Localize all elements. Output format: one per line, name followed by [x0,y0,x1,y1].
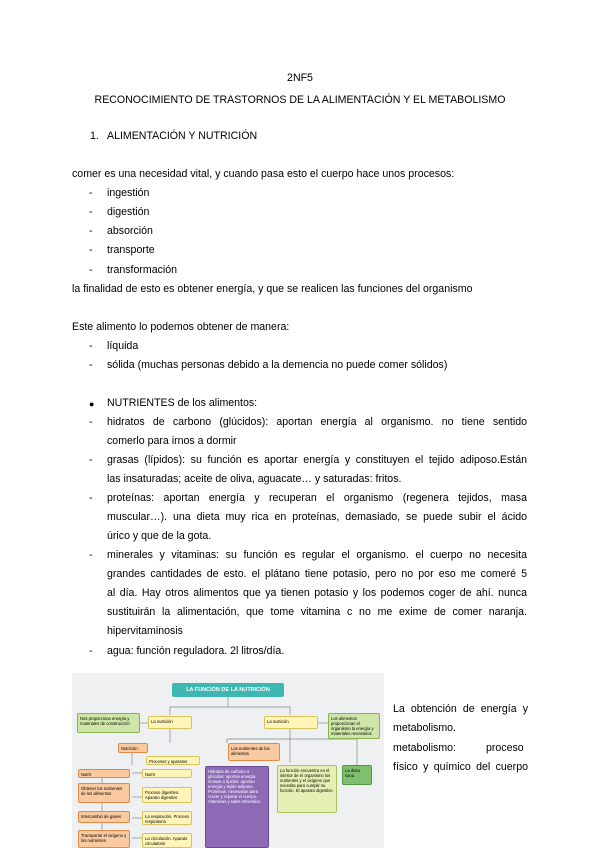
nutrient-line: agua: función reguladora. 2l litros/día. [107,645,285,657]
section-title: ALIMENTACIÓN Y NUTRICIÓN [107,130,258,142]
nutrient-line: comerlo para irnos a dormir [107,435,237,447]
mindmap-box: La nutrición [148,716,192,729]
side-text-line: físico y químico del cuerpo [393,761,528,773]
finality-paragraph: la finalidad de esto es obtener energía, y que se realicen las funciones del organismo [72,283,473,295]
mindmap-box: La dieta sana [342,765,372,785]
mindmap-box: Proceso digestivo. Aparato digestivo [142,787,192,803]
nutrient-line: las insaturadas; aceite de oliva, aguacate… y saturadas: fritos. [107,473,402,485]
mindmap-box: La respiración. Proceso respiratorio [142,811,192,825]
mindmap-box: Procesos y aparatos [146,756,200,765]
nutrient-line: minerales y vitaminas: su función es regular el organismo. el cuerpo no necesita [107,549,527,561]
list-item: ingestión [107,187,150,199]
list-item: sólida (muchas personas debido a la demencia no puede comer sólidos) [107,359,448,371]
obtain-paragraph: Este alimento lo podemos obtener de manera: [72,321,290,333]
list-dash: - [89,264,93,276]
mindmap-box: La circulación. Aparato circulatorio [142,833,192,848]
document-code: 2NF5 [287,72,313,84]
section-number: 1. [90,130,99,142]
list-dash: - [89,225,93,237]
mindmap-box: Los nutrientes de los alimentos [228,743,280,761]
list-item: transformación [107,264,178,276]
list-dash: - [89,340,93,352]
side-text-line: metabolismo: [393,742,456,754]
list-dash: - [89,645,93,657]
mindmap-box: Obtener los nutrientes de los alimentos [78,783,130,803]
mindmap-box: La función encuentra en el interior de el organismo los nutrientes y el oxígeno que necesita para cumplir su función. El aparato digestivo [277,765,337,813]
nutrient-line: hipervitaminosis [107,625,183,637]
mindmap-box: Nutrir [78,769,130,778]
nutrient-line: sustituirán la alimentación, que tome vitamina c no me exime de comer naranja. [107,606,527,618]
list-item: digestión [107,206,150,218]
intro-paragraph: comer es una necesidad vital, y cuando pasa esto el cuerpo hace unos procesos: [72,168,455,180]
mindmap-title: LA FUNCIÓN DE LA NUTRICIÓN [172,683,284,697]
document-title: RECONOCIMIENTO DE TRASTORNOS DE LA ALIMENTACIÓN Y EL METABOLISMO [94,94,506,106]
list-item: transporte [107,244,155,256]
list-dash: - [89,206,93,218]
nutrient-line: muscular…). una dieta muy rica en proteínas, demasiado, se puede subir el ácido [107,511,527,523]
mindmap-box: La nutrición [264,716,318,729]
list-item: líquida [107,340,139,352]
mindmap-box: Nutrición [118,743,148,753]
nutrient-line: úrico y que de la gota. [107,530,212,542]
list-dash: - [89,416,93,428]
nutrient-line: hidratos de carbono (glúcidos): aportan energía al organismo. no tiene sentido [107,416,527,428]
side-text-line: metabolismo. [393,722,456,734]
mindmap-box: Intercambio de gases [78,811,130,823]
nutrient-line: al día. Hay otros alimentos que ya tienen potasio y los podemos coger de ahí. nunca [107,587,527,599]
list-dash: - [89,187,93,199]
mindmap-box: Hidratos de carbono o glúcidos: aportan energía. Grasas o lípidos: aportan energía y tejido adiposo. Proteínas: necesarias para crecer y reparar el cuerpo. Vitaminas y sales minerales. [205,766,269,848]
nutrient-line: grandes cantidades de esto. el plátano tiene potasio, pero no por eso me comeré 5 [107,568,527,580]
side-text-line: La obtención de energía y [393,703,528,715]
list-dash: - [89,492,93,504]
mindmap-box: Nutrir [142,769,192,778]
list-dash: - [89,359,93,371]
nutrient-line: grasas (lípidos): su función es aportar energía y constituyen el tejido adiposo.Están [107,454,527,466]
nutrient-line: proteínas: aportan energía y recuperan el organismo (regenera tejidos, masa [107,492,527,504]
list-dash: - [89,549,93,561]
list-dash: - [89,454,93,466]
list-dash: - [89,244,93,256]
mindmap-box: Los alimentos proporcionan el organismo la energía y materiales necesarios [328,713,380,739]
mindmap-box: Nos proporciona energía y materiales de construcción [77,713,140,733]
nutrition-mindmap-image [72,673,384,848]
nutrients-heading: NUTRIENTES de los alimentos: [107,397,258,409]
mindmap-box: Transportar el oxígeno y los nutrientes [78,830,130,848]
list-item: absorción [107,225,153,237]
side-text-line: proceso [486,742,524,754]
bullet-icon: ● [89,399,95,409]
